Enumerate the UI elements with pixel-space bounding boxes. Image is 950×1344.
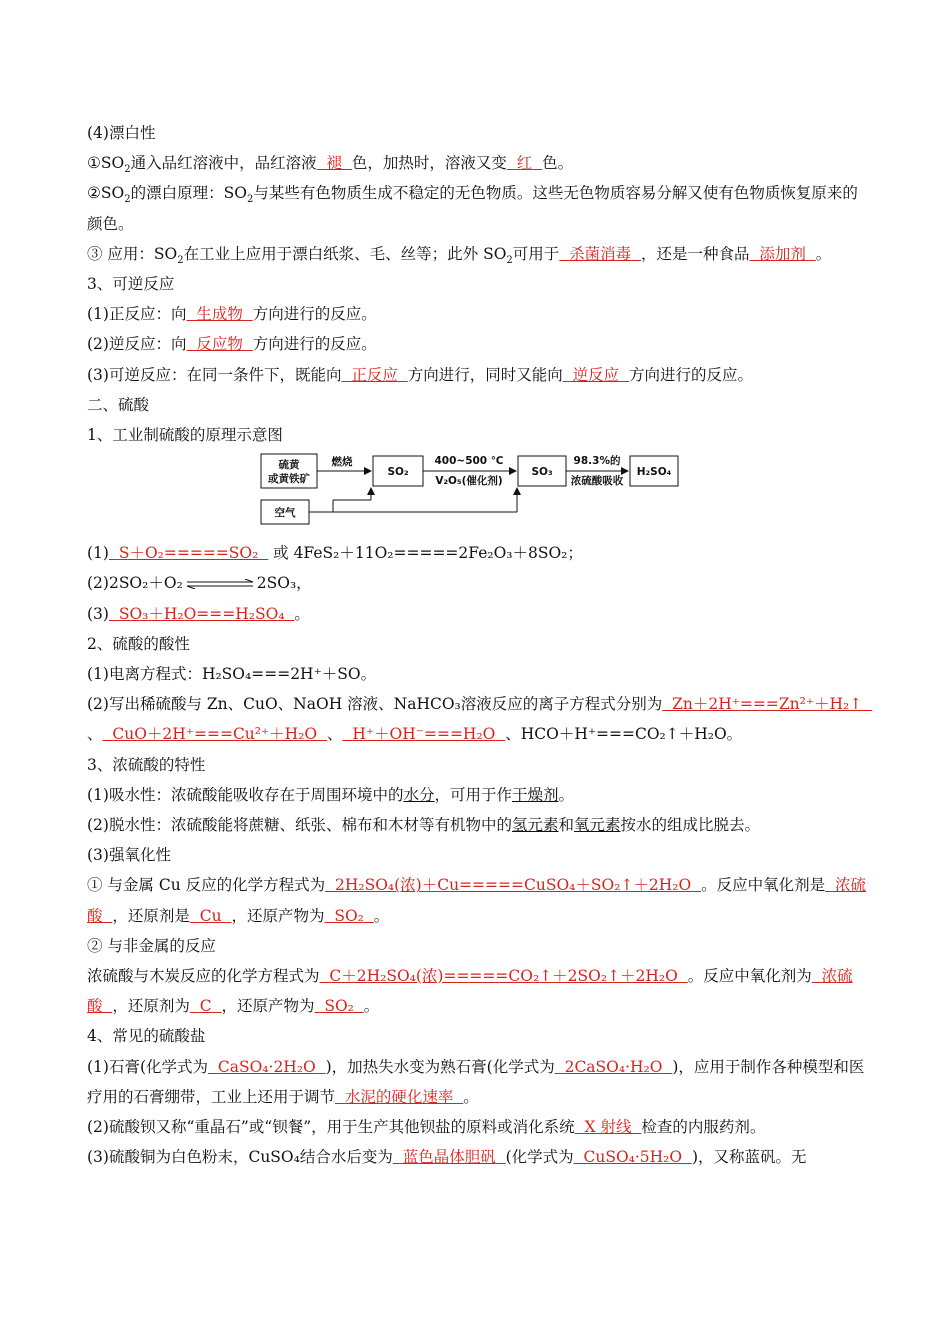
paragraph: (3)硫酸铜为白色粉末，CuSO₄结合水后变为 蓝色晶体胆矾 (化学式为 CuSO₄·5H₂O )，又称蓝矾。无 xyxy=(87,1148,807,1167)
section-title: (4)漂白性 xyxy=(87,124,156,142)
paragraph: $②SO_2$的漂白原理：$SO_2$与某些有色物质生成不稳定的无色物质。这些无色物质容易分解又使有色物质恢复原来的颜色。 xyxy=(87,184,858,233)
subsection-title: 3、浓硫酸的特性 xyxy=(87,755,206,774)
paragraph: ② 与非金属的反应 xyxy=(87,936,216,955)
answer-blank: CaSO₄·2H₂O xyxy=(217,1057,316,1076)
air-label: 空气 xyxy=(274,507,296,520)
underlined-term: 氢元素 xyxy=(511,816,559,835)
section-title: 二、硫酸 xyxy=(87,395,150,414)
answer-blank: 2CaSO₄·H₂O xyxy=(564,1057,663,1076)
catalyst-label: V₂O₅(催化剂) xyxy=(435,475,503,488)
raw-material-label: 硫黄 xyxy=(278,459,300,472)
answer-blank: 水泥的硬化速率 xyxy=(344,1087,454,1106)
burn-label: 燃烧 xyxy=(331,456,353,469)
paragraph: $①SO_2$通入品红溶液中，品红溶液 褪 色，加热时，溶液又变 红 色。 xyxy=(87,154,574,176)
h2so4-label: H₂SO₄ xyxy=(636,466,672,479)
absorb-label: 浓硫酸吸收 xyxy=(570,475,624,488)
paragraph: (1)电离方程式：H₂SO₄===2H⁺＋SO。 xyxy=(87,665,377,684)
answer-blank: X 射线 xyxy=(584,1118,632,1137)
answer-blank: 生成物 xyxy=(196,305,243,324)
absorb-label: 98.3%的 xyxy=(573,455,621,468)
answer-blank: H⁺＋OH⁻===H₂O xyxy=(352,725,496,744)
paragraph: (2)脱水性：浓硫酸能将蔗糖、纸张、棉布和木材等有机物中的氢元素和氧元素按水的组成比脱去。 xyxy=(87,816,761,835)
answer-blank: Zn＋2H⁺===Zn²⁺＋H₂↑ xyxy=(672,695,863,714)
paragraph: ③ 应用：$SO_2$在工业上应用于漂白纸浆、毛、丝等；此外 $SO_2$可用于 杀菌消毒 ，还是一种食品 添加剂 。 xyxy=(87,244,832,266)
subsection-title: 1、工业制硫酸的原理示意图 xyxy=(87,426,283,445)
paragraph: (1)吸水性：浓硫酸能吸收存在于周围环境中的水分，可用于作干燥剂。 xyxy=(87,785,575,804)
answer-blank: S＋O₂=====SO₂ xyxy=(118,544,259,563)
paragraph: 浓硫酸与木炭反应的化学方程式为 C＋2H₂SO₄(浓)=====CO₂↑＋2SO₂↑＋2H₂O 。反应中氧化剂为 浓硫酸 ，还原剂为 C ，还原产物为 SO₂ 。 xyxy=(87,967,853,1016)
answer-blank: SO₂ xyxy=(334,906,364,925)
answer-blank: 浓硫酸 xyxy=(87,876,866,925)
section-title: 3、可逆反应 xyxy=(87,275,175,294)
paragraph: 、 CuO＋2H⁺===Cu²⁺＋H₂O 、 H⁺＋OH⁻===H₂O 、HCO＋H⁺===CO₂↑＋H₂O。 xyxy=(87,725,743,744)
subsection-title: 4、常见的硫酸盐 xyxy=(87,1027,206,1046)
equation-line: (2)2SO₂＋O₂ 2SO₃， xyxy=(87,574,312,593)
paragraph: (1)石膏(化学式为 CaSO₄·2H₂O )，加热失水变为熟石膏(化学式为 2CaSO₄·H₂O )，应用于制作各种模型和医疗用的石膏绷带，工业上还用于调节 水泥的硬化速率 。 xyxy=(87,1057,865,1106)
answer-blank: C xyxy=(199,997,212,1016)
so2-label: SO₂ xyxy=(387,466,409,479)
equation-line: (3) SO₃＋H₂O===H₂SO₄ 。 xyxy=(87,604,310,623)
paragraph: (2)写出稀硫酸与 Zn、CuO、NaOH 溶液、NaHCO₃溶液反应的离子方程式分别为 Zn＋2H⁺===Zn²⁺＋H₂↑ xyxy=(87,689,867,719)
answer-blank: SO₃＋H₂O===H₂SO₄ xyxy=(118,604,285,623)
process-flow-svg xyxy=(257,452,697,534)
answer-blank: 浓硫酸 xyxy=(87,967,853,1016)
answer-blank: 杀菌消毒 xyxy=(569,244,632,263)
answer-blank: Cu xyxy=(199,906,222,925)
condition-temp-label: 400~500 ℃ xyxy=(434,455,504,468)
answer-blank: 反应物 xyxy=(196,335,243,354)
answer-blank: 褪 xyxy=(326,154,342,173)
answer-blank: 正反应 xyxy=(351,365,398,384)
paragraph: (3)强氧化性 xyxy=(87,846,171,865)
answer-blank: 添加剂 xyxy=(759,244,806,263)
subsection-title: 2、硫酸的酸性 xyxy=(87,634,190,653)
document-page xyxy=(87,118,867,1173)
process-diagram xyxy=(87,452,867,534)
raw-material-label: 或黄铁矿 xyxy=(268,473,310,486)
answer-blank: 逆反应 xyxy=(572,365,620,384)
answer-blank: C＋2H₂SO₄(浓)=====CO₂↑＋2SO₂↑＋2H₂O xyxy=(329,967,678,986)
reversible-arrow-icon xyxy=(185,579,255,589)
paragraph: ① 与金属 Cu 反应的化学方程式为 2H₂SO₄(浓)＋Cu=====CuSO₄＋SO₂↑＋2H₂O 。反应中氧化剂是 浓硫酸 ，还原剂是 Cu ，还原产物为 SO₂ 。 xyxy=(87,876,866,925)
paragraph: (2)逆反应：向 反应物 方向进行的反应。 xyxy=(87,335,377,354)
so3-label: SO₃ xyxy=(531,466,553,479)
answer-blank: CuSO₄·5H₂O xyxy=(583,1148,683,1167)
answer-blank: 蓝色晶体胆矾 xyxy=(402,1148,496,1167)
answer-blank: 2H₂SO₄(浓)＋Cu=====CuSO₄＋SO₂↑＋2H₂O xyxy=(334,876,692,895)
paragraph: (1)正反应：向 生成物 方向进行的反应。 xyxy=(87,305,377,324)
answer-blank: CuO＋2H⁺===Cu²⁺＋H₂O xyxy=(112,725,318,744)
underlined-term: 干燥剂 xyxy=(512,785,559,804)
answer-blank: SO₂ xyxy=(324,997,354,1016)
paragraph: (3)可逆反应：在同一条件下，既能向 正反应 方向进行，同时又能向 逆反应 方向进行的反应。 xyxy=(87,365,753,384)
equation-line: (1) S＋O₂=====SO₂ 或 4FeS₂＋11O₂=====2Fe₂O₃＋8SO₂； xyxy=(87,544,583,563)
paragraph: (2)硫酸钡又称“重晶石”或“钡餐”，用于生产其他钡盐的原料或消化系统 X 射线 检查的内服药剂。 xyxy=(87,1118,766,1137)
answer-blank: 红 xyxy=(516,154,533,173)
underlined-term: 水分 xyxy=(403,785,435,804)
underlined-term: 氧元素 xyxy=(574,816,621,835)
